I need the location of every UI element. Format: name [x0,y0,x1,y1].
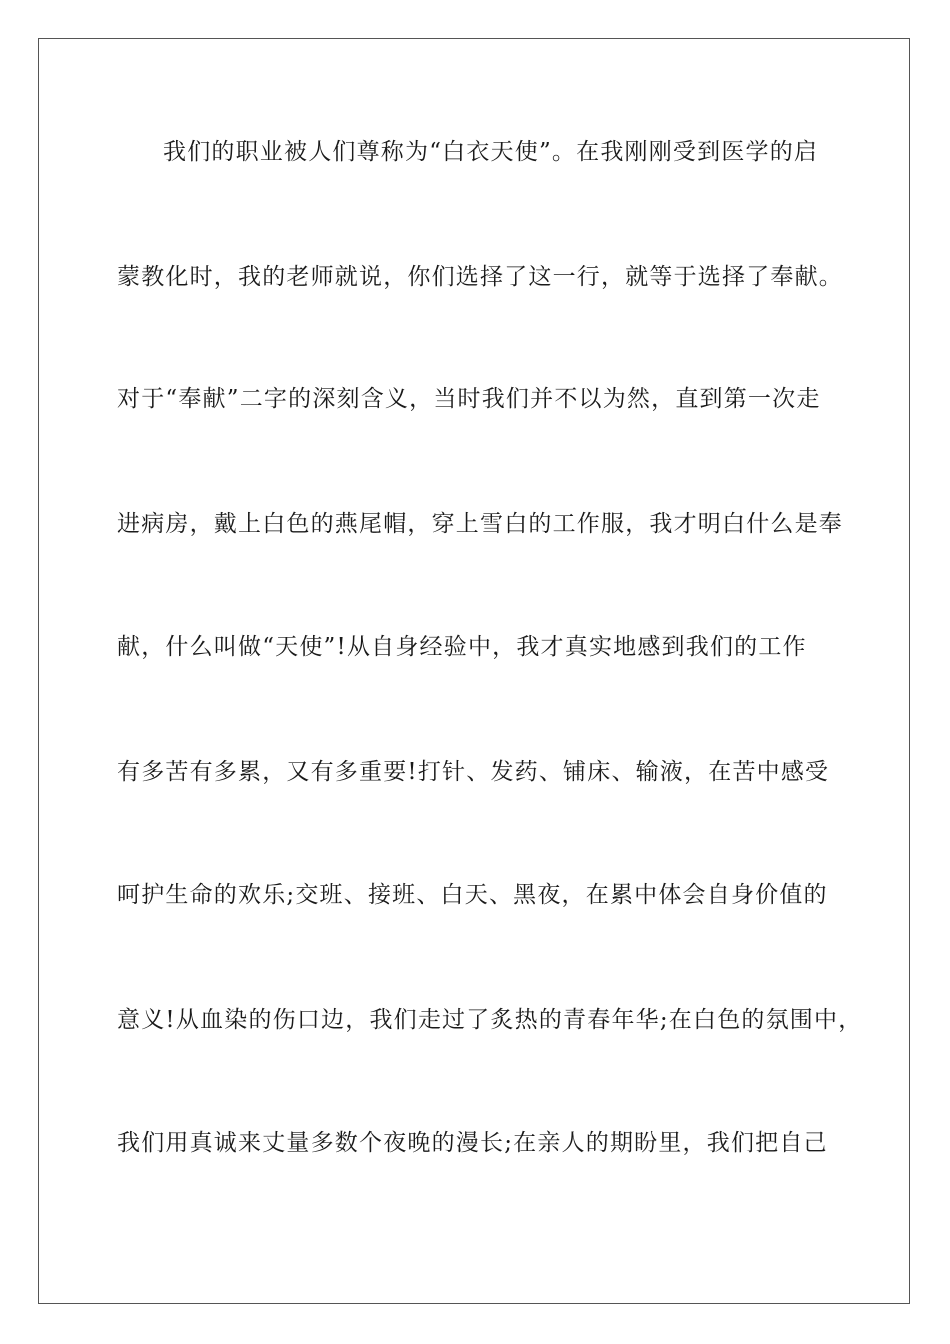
paragraph-line-2: 蒙教化时，我的老师就说，你们选择了这一行，就等于选择了奉献。 [117,264,843,290]
paragraph-line-4: 进病房，戴上白色的燕尾帽，穿上雪白的工作服，我才明白什么是奉 [117,511,843,537]
paragraph-line-3: 对于“奉献”二字的深刻含义，当时我们并不以为然，直到第一次走 [117,386,821,412]
paragraph-line-5: 献，什么叫做“天使”!从自身经验中，我才真实地感到我们的工作 [117,634,807,660]
paragraph-line-7: 呵护生命的欢乐;交班、接班、白天、黑夜，在累中体会自身价值的 [117,882,828,908]
paragraph-line-1: 我们的职业被人们尊称为“白衣天使”。在我刚刚受到医学的启 [163,139,819,165]
paragraph-line-6: 有多苦有多累，又有多重要!打针、发药、铺床、输液，在苦中感受 [117,759,830,785]
paragraph-line-8: 意义!从血染的伤口边，我们走过了炙热的青春年华;在白色的氛围中， [117,1007,863,1033]
paragraph-line-9: 我们用真诚来丈量多数个夜晚的漫长;在亲人的期盼里，我们把自己 [117,1130,828,1156]
page-border [38,38,910,1304]
